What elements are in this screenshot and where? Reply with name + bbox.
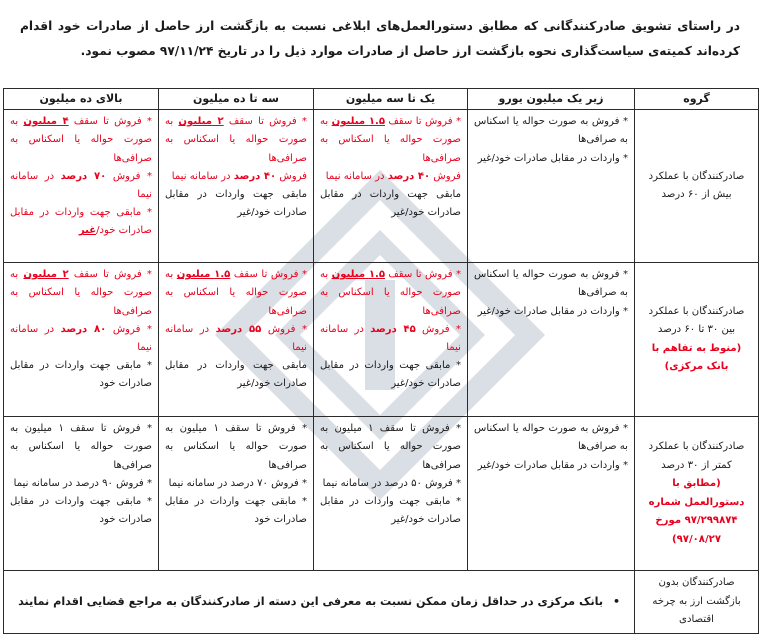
- table-row: [4, 263, 759, 417]
- group-label: صادرکنندگان با عملکرد بین ۳۰ تا ۶۰ درصد: [648, 305, 745, 336]
- cell-item: * فروش به صورت حواله یا اسکناس به صرافی‌ها: [474, 269, 628, 299]
- table-cell: [4, 263, 159, 417]
- judicial-referral-note: [4, 571, 635, 634]
- table-cell: [314, 263, 468, 417]
- cell-item: * مابقی جهت واردات در مقابل صادرات خود/غیر: [320, 360, 461, 390]
- header-one-to-three-million: یک تا سه میلیون: [314, 89, 468, 110]
- group-condition: (منوط به تفاهم با بانک مرکزی): [651, 342, 742, 373]
- cell-item: * فروش به صورت حواله یا اسکناس به صرافی‌ها: [474, 423, 628, 453]
- cell-item: * فروش ۸۰ درصد در سامانه نیما: [10, 323, 152, 354]
- table-cell: [468, 110, 635, 263]
- intro-line-1: در راستای تشویق صادرکنندگانی که مطابق دستورالعمل‌های ابلاغی نسبت به بازگشت ارز حاصل از صادرات خود اقدام کرده‌اند کمیته‌ی: [20, 19, 740, 58]
- table-cell: [314, 417, 468, 571]
- cell-item: * فروش ۹۰ درصد در سامانه نیما: [13, 477, 152, 489]
- cell-item: * فروش تا سقف ۴ میلیون به صورت حواله یا اسکناس به صرافی‌ها: [10, 116, 152, 164]
- cell-item: * فروش به صورت حواله یا اسکناس به صرافی‌ها: [474, 116, 628, 146]
- cell-item: * فروش تا سقف ۱ میلیون به صورت حواله یا اسکناس به صرافی‌ها: [320, 423, 461, 471]
- table-row: [4, 417, 759, 571]
- cell-item: * مابقی جهت واردات در مقابل صادرات خود/غیر: [10, 207, 152, 237]
- cell-item: * فروش ۵۵ درصد در سامانه نیما: [165, 323, 307, 354]
- header-over-ten-million: بالای ده میلیون: [4, 89, 159, 110]
- group-cell: صادرکنندگان با عملکرد بیش از ۶۰ درصد: [635, 110, 759, 263]
- cell-item: * واردات در مقابل صادرات خود/غیر: [477, 459, 628, 471]
- cell-item: مابقی جهت واردات در مقابل صادرات خود/غیر: [165, 360, 307, 390]
- group-cell: صادرکنندگان بدون بازگشت ارز به چرخه اقتصادی: [635, 571, 759, 634]
- header-three-to-ten-million: سه تا ده میلیون: [159, 89, 314, 110]
- table-cell: [159, 110, 314, 263]
- cell-item: * مابقی جهت واردات در مقابل صادرات خود/غیر: [320, 496, 461, 526]
- cell-item: * فروش تا سقف ۲ میلیون به صورت حواله یا اسکناس به صرافی‌ها: [165, 116, 307, 164]
- intro-paragraph: [20, 14, 740, 64]
- intro-line-2: سیاست‌گذاری نحوه بازگشت ارز حاصل از صادرات موارد ذیل را در تاریخ ۹۷/۱۱/۲۴ مصوب نمود.: [80, 44, 644, 58]
- cell-item: * فروش ۴۵ درصد در سامانه نیما: [320, 323, 461, 354]
- cell-item: * فروش تا سقف ۱.۵ میلیون به صورت حواله یا اسکناس به صرافی‌ها: [320, 116, 461, 164]
- cell-item: مابقی جهت واردات در مقابل صادرات خود/غیر: [165, 189, 307, 219]
- table-cell: [4, 417, 159, 571]
- table-row: [4, 110, 759, 263]
- cell-item: * فروش تا سقف ۱.۵ میلیون به صورت حواله یا اسکناس به صرافی‌ها: [165, 269, 307, 317]
- group-cell: [635, 263, 759, 417]
- cell-item: * مابقی جهت واردات در مقابل صادرات خود: [10, 360, 152, 390]
- cell-item: * فروش ۷۰ درصد در سامانه نیما: [10, 170, 152, 201]
- table-header-row: [4, 89, 759, 110]
- note-text: بانک مرکزی در حداقل زمان ممکن نسبت به معرفی این دسته از صادرکنندگان به مراجع قضایی اقدام نمایند: [18, 594, 604, 608]
- cell-item: * مابقی جهت واردات در مقابل صادرات خود: [165, 496, 307, 526]
- cell-item: * مابقی جهت واردات در مقابل صادرات خود: [10, 496, 152, 526]
- table-cell: [159, 263, 314, 417]
- table-row: [4, 571, 759, 634]
- cell-item: * واردات در مقابل صادرات خود/غیر: [477, 152, 628, 164]
- group-cell: [635, 417, 759, 571]
- cell-item: فروش ۴۰ درصد در سامانه نیما: [171, 170, 307, 182]
- cell-item: * فروش ۵۰ درصد در سامانه نیما: [322, 477, 461, 489]
- cell-item: * فروش تا سقف ۱ میلیون به صورت حواله یا اسکناس به صرافی‌ها: [165, 423, 308, 471]
- cell-item: فروش ۴۰ درصد در سامانه نیما: [325, 170, 461, 182]
- group-label: صادرکنندگان با عملکرد کمتر از ۳۰ درصد: [648, 441, 745, 471]
- export-policy-table: [3, 88, 759, 634]
- table-cell: [4, 110, 159, 263]
- cell-item: * فروش تا سقف ۱ میلیون به صورت حواله یا اسکناس به صرافی‌ها: [10, 423, 153, 471]
- cell-item: * فروش تا سقف ۱.۵ میلیون به صورت حواله یا اسکناس به صرافی‌ها: [320, 269, 461, 317]
- table-cell: [468, 263, 635, 417]
- table-cell: [468, 417, 635, 571]
- bullet-icon: •: [612, 594, 620, 608]
- group-condition: (مطابق با دستورالعمل شماره ۹۷/۲۹۹۸۷۴ مورخ ۹۷/۰۸/۲۷): [648, 478, 745, 545]
- cell-item: * فروش ۷۰ درصد در سامانه نیما: [168, 477, 307, 489]
- table-cell: [314, 110, 468, 263]
- cell-item: * واردات در مقابل صادرات خود/غیر: [477, 305, 628, 317]
- header-group: گروه: [635, 89, 759, 110]
- cell-item: مابقی جهت واردات در مقابل صادرات خود/غیر: [320, 189, 461, 219]
- cell-item: * فروش تا سقف ۲ میلیون به صورت حواله یا اسکناس به صرافی‌ها: [10, 269, 152, 317]
- header-under-one-million: زیر یک میلیون یورو: [468, 89, 635, 110]
- table-cell: [159, 417, 314, 571]
